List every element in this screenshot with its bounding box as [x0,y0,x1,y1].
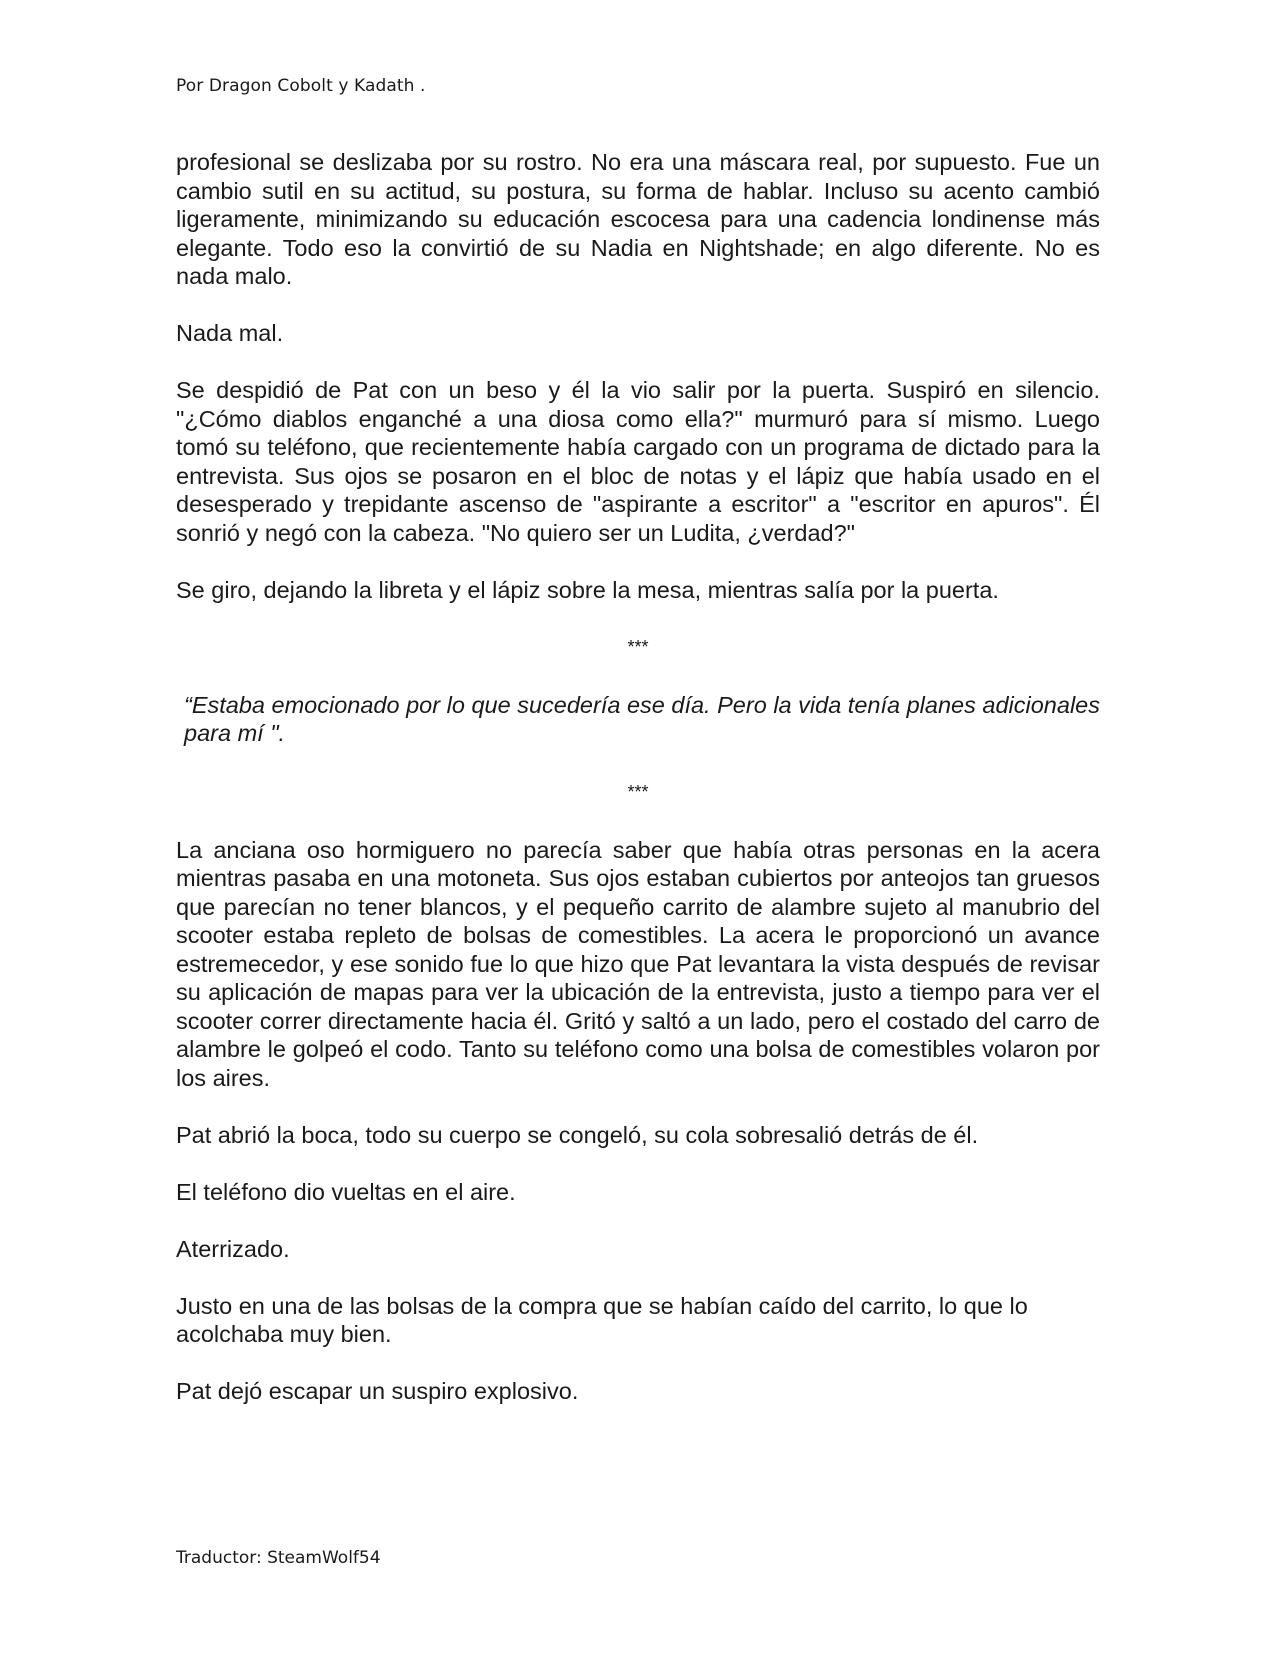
paragraph: profesional se deslizaba por su rostro. No era una máscara real, por supuesto. Fue un cambio sutil en su actitud, su postura, su forma de hablar. Incluso su acento cambió ligeramente, minimizando su educación escocesa para una cadencia londinense más elegante. Todo eso la convirtió de su Nadia en Nightshade; en algo diferente. No es nada malo. [176,149,1100,289]
paragraph: Aterrizado. [176,1235,290,1262]
document-body [176,148,1100,1434]
paragraph: La anciana oso hormiguero no parecía saber que había otras personas en la acera mientras pasaba en una motoneta. Sus ojos estaban cubiertos por anteojos tan gruesos que parecían no tener blancos, y el pequeño carrito de alambre sujeto al manubrio del scooter estaba repleto de bolsas de comestibles. La acera le proporcionó un avance estremecedor, y ese sonido fue lo que hizo que Pat levantara la vista después de revisar su aplicación de mapas para ver la ubicación de la entrevista, justo a tiempo para ver el scooter correr directamente hacia él. Gritó y saltó a un lado, pero el costado del carro de alambre le golpeó el codo. Tanto su teléfono como una bolsa de comestibles volaron por los aires. [176,836,1100,1091]
paragraph: Se despidió de Pat con un beso y él la vio salir por la puerta. Suspiró en silencio. "¿Cómo diablos enganché a una diosa como ella?" murmuró para sí mismo. Luego tomó su teléfono, que recientemente había cargado con un programa de dictado para la entrevista. Sus ojos se posaron en el bloc de notas y el lápiz que había usado en el desesperado y trepidante ascenso de "aspirante a escritor" a "escritor en apuros". Él sonrió y negó con la cabeza. "No quiero ser un Ludita, ¿verdad?" [176,377,1100,546]
paragraph: Pat dejó escapar un suspiro explosivo. [176,1378,579,1404]
paragraph: Justo en una de las bolsas de la compra que se habían caído del carrito, lo que lo acolchaba muy bien. [176,1292,1028,1347]
paragraph: Nada mal. [176,320,284,346]
paragraph: Se giro, dejando la libreta y el lápiz sobre la mesa, mientras salía por la puerta. [176,576,999,603]
page-footer-translator: Traductor: SteamWolf54 [176,1548,381,1568]
italic-quote: “Estaba emocionado por lo que sucedería ese día. Pero la vida tenía planes adicionales para mí ". [184,691,1100,746]
page-header-authors: Por Dragon Cobolt y Kadath . [176,76,426,96]
paragraph: El teléfono dio vueltas en el aire. [176,1178,516,1205]
paragraph: Pat abrió la boca, todo su cuerpo se congeló, su cola sobresalió detrás de él. [176,1121,979,1148]
scene-separator: *** [627,781,649,802]
scene-separator: *** [627,636,649,657]
